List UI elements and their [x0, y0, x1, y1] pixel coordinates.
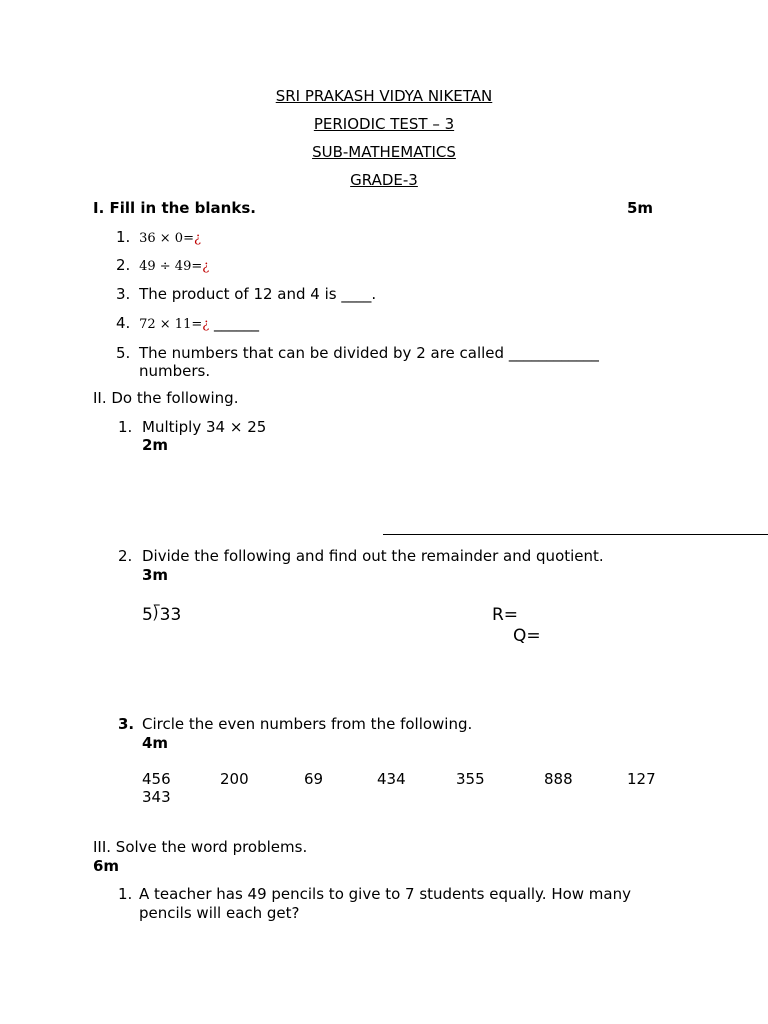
- section2-title: II. Do the following.: [93, 389, 239, 407]
- section1-title: I. Fill in the blanks.: [93, 199, 256, 217]
- q2-text: Divide the following and find out the remainder and quotient.: [142, 547, 604, 565]
- word-problem-1-line1: A teacher has 49 pencils to give to 7 students equally. How many: [139, 885, 631, 903]
- number-option: 343: [142, 788, 171, 806]
- number-option: 888: [544, 770, 573, 788]
- fill-item-5-line1: The numbers that can be divided by 2 are called ____________: [139, 344, 599, 362]
- number-option: 434: [377, 770, 406, 788]
- math-expression: 72 × 11=: [139, 317, 203, 332]
- fill-item-5-line2: numbers.: [139, 362, 211, 380]
- item-number: 3.: [116, 285, 131, 303]
- school-name: SRI PRAKASH VIDYA NIKETAN: [275, 87, 493, 105]
- test-title: PERIODIC TEST – 3: [313, 115, 455, 133]
- q1-text: Multiply 34 × 25: [142, 418, 267, 436]
- fill-item-2: [116, 256, 209, 274]
- subject-title: SUB-MATHEMATICS: [312, 143, 456, 161]
- section1-marks: 5m: [627, 199, 654, 217]
- math-expression: 49 ÷ 49=: [139, 259, 203, 274]
- q1-number: 1.: [118, 418, 133, 436]
- q2-number: 2.: [118, 547, 133, 565]
- grade-title: GRADE-3: [350, 171, 418, 189]
- division-problem: 5⟌33: [142, 605, 182, 625]
- q1-marks: 2m: [142, 436, 169, 454]
- q3-marks: 4m: [142, 734, 169, 752]
- word-problem-1-line2: pencils will each get?: [139, 904, 300, 922]
- answer-line: [383, 534, 768, 535]
- missing-glyph: ¿: [202, 317, 210, 332]
- number-option: 355: [456, 770, 485, 788]
- missing-glyph: ¿: [202, 259, 210, 274]
- remainder-label: R=: [492, 605, 519, 625]
- fill-item-4: [116, 314, 259, 332]
- fill-item-5-number: 5.: [116, 344, 131, 362]
- number-option: 127: [627, 770, 656, 788]
- word-problem-1-number: 1.: [118, 885, 133, 903]
- q3-text: Circle the even numbers from the following.: [142, 715, 473, 733]
- answer-blank: ______: [214, 314, 259, 332]
- number-option: 200: [220, 770, 249, 788]
- item-number: 4.: [116, 314, 131, 332]
- missing-glyph: ¿: [193, 231, 201, 246]
- item-text: The product of 12 and 4 is ____.: [139, 285, 377, 303]
- number-option: 456: [142, 770, 171, 788]
- math-expression: 36 × 0=: [139, 231, 194, 246]
- quotient-label: Q=: [513, 626, 541, 646]
- item-number: 2.: [116, 256, 131, 274]
- number-option: 69: [304, 770, 324, 788]
- fill-item-3: [116, 285, 376, 303]
- item-number: 1.: [116, 228, 131, 246]
- section3-title: III. Solve the word problems.: [93, 838, 308, 856]
- fill-item-1: [116, 228, 201, 246]
- section3-marks: 6m: [93, 857, 120, 875]
- q3-number: 3.: [118, 715, 135, 733]
- q2-marks: 3m: [142, 566, 169, 584]
